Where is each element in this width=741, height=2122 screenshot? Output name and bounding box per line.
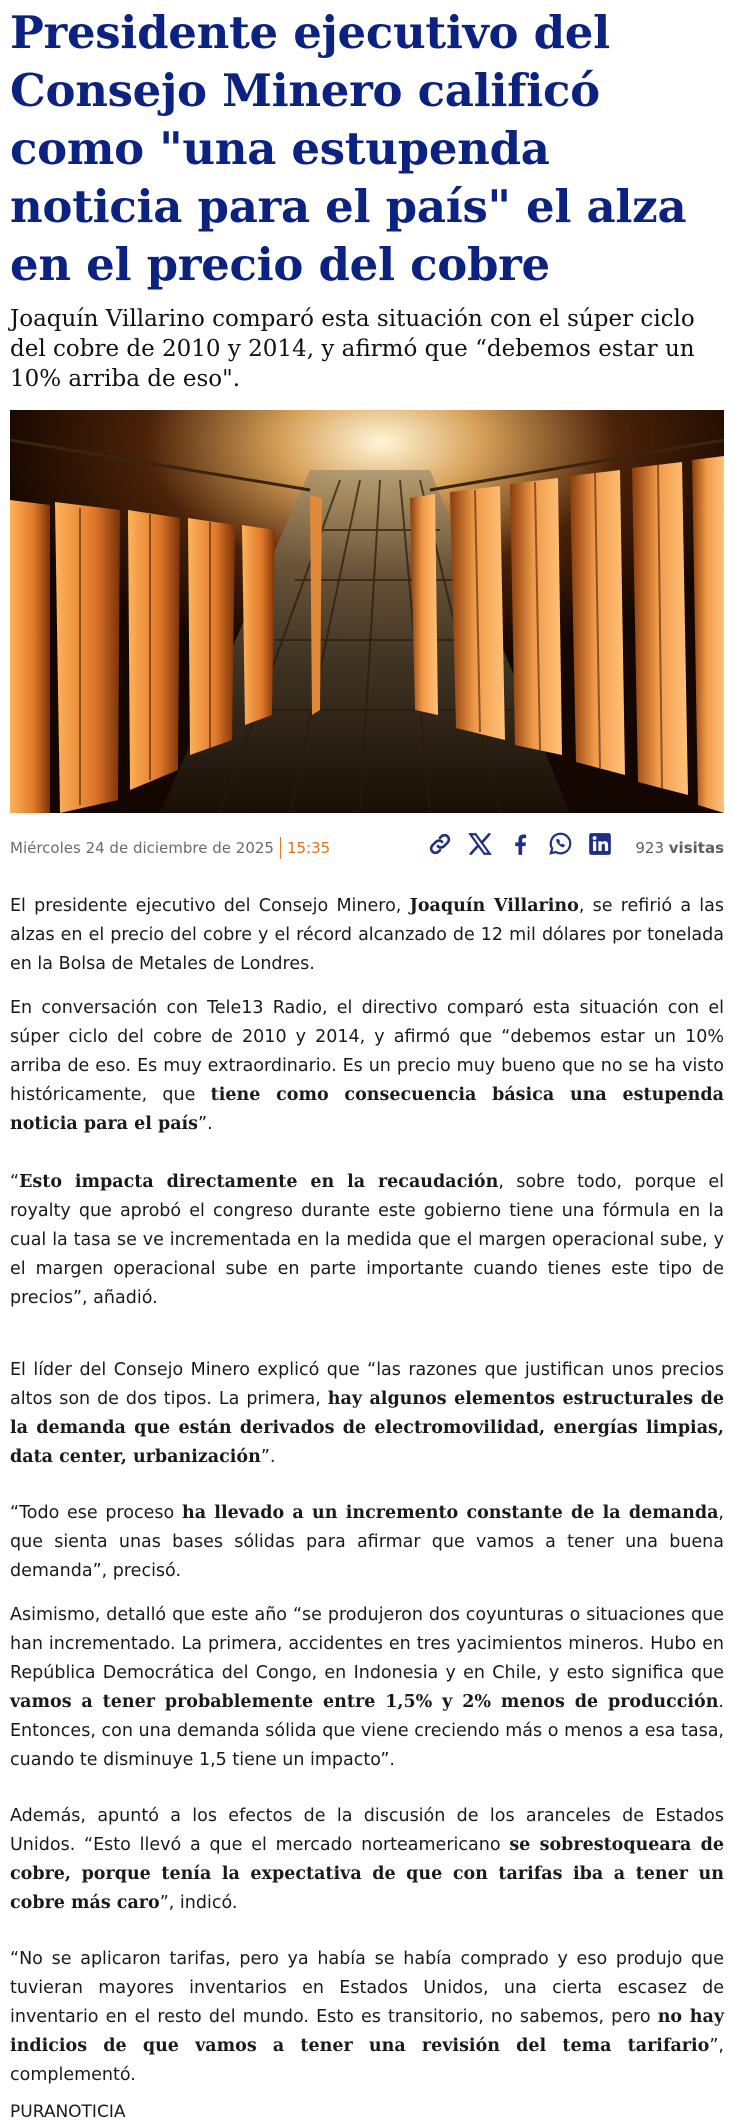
text-run: El presidente ejecutivo del Consejo Minero, bbox=[10, 896, 410, 916]
text-run: “ bbox=[10, 1172, 20, 1192]
linkedin-icon[interactable] bbox=[587, 831, 613, 857]
bold-text: Joaquín Villarino bbox=[409, 896, 579, 916]
text-run: ”, indicó. bbox=[159, 1893, 238, 1913]
text-run: “Todo ese proceso bbox=[10, 1503, 182, 1523]
article-meta bbox=[10, 831, 724, 865]
text-run: ”. bbox=[198, 1114, 213, 1134]
text-run: Asimismo, detalló que este año “se produjeron dos coyunturas o situaciones que han incrementado. La primera, accidentes en tres yacimientos mineros. Hubo en República Democrática del Congo, en Indonesia y en Chile, y esto significa que bbox=[10, 1605, 724, 1683]
text-run: , se refirió a las alzas en el precio del cobre y el récord alcanzado de 12 mil dólares por tonelada en la Bolsa de Metales de Londres. bbox=[10, 896, 724, 974]
body-paragraph bbox=[10, 892, 724, 979]
whatsapp-icon[interactable] bbox=[547, 831, 573, 857]
share-bar bbox=[427, 831, 613, 857]
body-paragraph bbox=[10, 994, 724, 1139]
body-paragraph bbox=[10, 1945, 724, 2090]
article-time: 15:35 bbox=[286, 839, 331, 857]
bold-text: hay algunos elementos estructurales de la demanda que están derivados de electromovilidad, energías limpias, data center, urbanización bbox=[10, 1389, 725, 1467]
bold-text: vamos a tener probablemente entre 1,5% y 2% menos de producción bbox=[10, 1692, 719, 1712]
views-count: 923 bbox=[635, 839, 664, 857]
article bbox=[10, 0, 724, 2122]
text-run: El líder del Consejo Minero explicó que “las razones que justifican unos precios altos son de dos tipos. La primera, bbox=[10, 1360, 724, 1409]
meta-divider bbox=[280, 837, 281, 859]
body-paragraph bbox=[10, 1168, 724, 1313]
text-run: , que sienta unas bases sólidas para afirmar que vamos a tener una buena demanda”, precisó. bbox=[10, 1503, 724, 1581]
bold-text: ha llevado a un incremento constante de la demanda bbox=[181, 1503, 719, 1523]
article-body bbox=[10, 892, 724, 2090]
article-hero-image bbox=[10, 410, 724, 813]
bold-text: Esto impacta directamente en la recaudación bbox=[19, 1172, 499, 1192]
bold-text: se sobrestoqueara de cobre, porque tenía la expectativa de que con tarifas iba a tener un cobre más caro bbox=[10, 1835, 724, 1913]
body-paragraph bbox=[10, 1499, 724, 1586]
article-date: Miércoles 24 de diciembre de 2025 bbox=[10, 839, 274, 857]
text-run: Además, apuntó a los efectos de la discusión de los aranceles de Estados Unidos. “Esto llevó a que el mercado norteamericano bbox=[10, 1806, 724, 1855]
views-label: visitas bbox=[668, 839, 724, 857]
bold-text: tiene como consecuencia básica una estupenda noticia para el país bbox=[10, 1085, 724, 1134]
text-run: “No se aplicaron tarifas, pero ya había se había comprado y eso produjo que tuvieran mayores inventarios en Estados Unidos, una cierta escasez de inventario en el resto del mundo. Esto es transitorio, no sabemos, pero bbox=[10, 1949, 724, 2027]
text-run: ”, complementó. bbox=[10, 2036, 724, 2085]
text-run: . Entonces, con una demanda sólida que viene creciendo más o menos a esa tasa, cuando te disminuye 1,5 tiene un impacto”. bbox=[10, 1692, 724, 1770]
body-paragraph bbox=[10, 1356, 724, 1472]
article-title: Presidente ejecutivo del Consejo Minero calificó como "una estupenda noticia para el país" el alza en el precio del cobre bbox=[10, 6, 687, 291]
x-icon[interactable] bbox=[467, 831, 493, 857]
article-subtitle: Joaquín Villarino comparó esta situación con el súper ciclo del cobre de 2010 y 2014, y afirmó que “debemos estar un 10% arriba de eso". bbox=[10, 306, 695, 392]
bold-text: no hay indicios de que vamos a tener una revisión del tema tarifario bbox=[10, 2007, 724, 2056]
text-run: En conversación con Tele13 Radio, el directivo comparó esta situación con el súper ciclo del cobre de 2010 y 2014, y afirmó que “debemos estar un 10% arriba de eso. Es muy extraordinario. Es un precio muy bueno que no se ha visto históricamente, que bbox=[10, 998, 724, 1105]
text-run: , sobre todo, porque el royalty que aprobó el congreso durante este gobierno tiene una fórmula en la cual la tasa se ve incrementada en la medida que el margen operacional sube, y el margen operacional sube en parte importante cuando tienes este tipo de precios”, añadió. bbox=[10, 1172, 724, 1308]
facebook-icon[interactable] bbox=[507, 831, 533, 857]
link-icon[interactable] bbox=[427, 831, 453, 857]
body-paragraph bbox=[10, 1802, 724, 1918]
body-paragraph bbox=[10, 1601, 724, 1775]
article-source: PURANOTICIA bbox=[10, 2102, 126, 2122]
views-counter bbox=[635, 839, 724, 857]
text-run: ”. bbox=[260, 1447, 276, 1467]
